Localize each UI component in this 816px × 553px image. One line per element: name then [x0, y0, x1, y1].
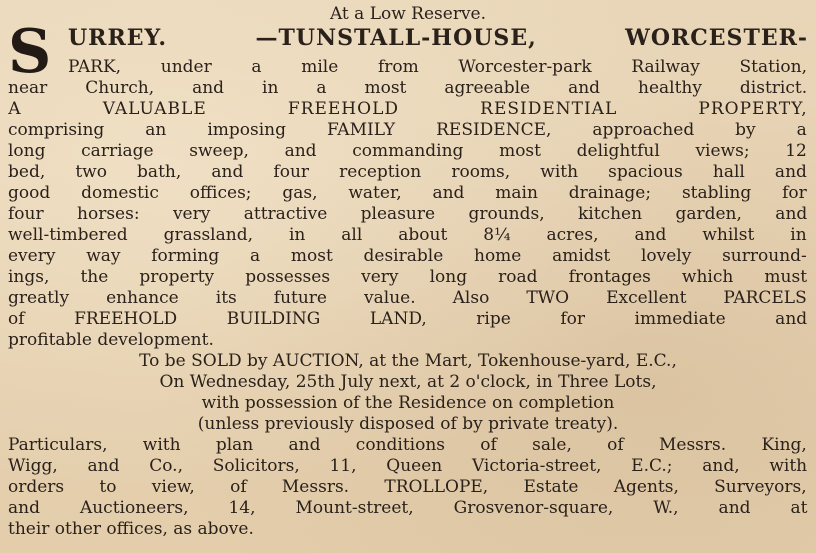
- headline-place: WORCESTER-: [625, 25, 808, 51]
- ad-line-3: A VALUABLE FREEHOLD RESIDENTIAL PROPERTY,: [8, 99, 808, 119]
- ad-line-12: greatly enhance its future value. Also TWO Excellent PARCELS: [8, 288, 807, 308]
- ad-line-6: bed, two bath, and four reception rooms, with spacious hall and: [8, 162, 807, 182]
- ad-line-11: ings, the property possesses very long road frontages which must: [8, 267, 808, 287]
- ad-line-14: profitable development.: [8, 330, 214, 350]
- ad-line-7: good domestic offices; gas, water, and main drainage; stabling for: [8, 183, 807, 203]
- date-line: On Wednesday, 25th July next, at 2 o'clock, in Three Lots,: [159, 372, 657, 392]
- particulars-line-5: their other offices, as above.: [8, 519, 254, 539]
- ad-line-4: comprising an imposing FAMILY RESIDENCE, approached by a: [8, 120, 807, 140]
- headline: [68, 24, 808, 52]
- advertisement: [8, 4, 808, 549]
- auction-line: To be SOLD by AUCTION, at the Mart, Tokenhouse-yard, E.C.,: [139, 351, 677, 371]
- ad-line-9: well-timbered grassland, in all about 8¼ acres, and whilst in: [8, 225, 807, 245]
- reserve-line: At a Low Reserve.: [329, 4, 487, 24]
- particulars-line-4: and Auctioneers, 14, Mount-street, Grosvenor-square, W., and at: [8, 498, 808, 518]
- ad-line-1: PARK, under a mile from Worcester-park Railway Station,: [68, 57, 807, 77]
- ad-line-8: four horses: very attractive pleasure grounds, kitchen garden, and: [8, 204, 808, 224]
- ad-line-10: every way forming a most desirable home amidst lovely surround-: [8, 246, 807, 266]
- treaty-line: (unless previously disposed of by private treaty).: [197, 414, 619, 434]
- particulars-line-1: Particulars, with plan and conditions of sale, of Messrs. King,: [8, 435, 807, 455]
- possession-line: with possession of the Residence on completion: [201, 393, 615, 413]
- drop-cap: S: [8, 17, 52, 87]
- headline-house: —TUNSTALL-HOUSE,: [255, 25, 537, 51]
- particulars-line-3: orders to view, of Messrs. TROLLOPE, Estate Agents, Surveyors,: [8, 477, 807, 497]
- ad-line-13: of FREEHOLD BUILDING LAND, ripe for immediate and: [8, 309, 808, 329]
- ad-line-5: long carriage sweep, and commanding most delightful views; 12: [8, 141, 807, 161]
- headline-county: URREY.: [68, 25, 168, 51]
- particulars-line-2: Wigg, and Co., Solicitors, 11, Queen Victoria-street, E.C.; and, with: [8, 456, 808, 476]
- ad-line-2: near Church, and in a most agreeable and healthy district.: [8, 78, 808, 98]
